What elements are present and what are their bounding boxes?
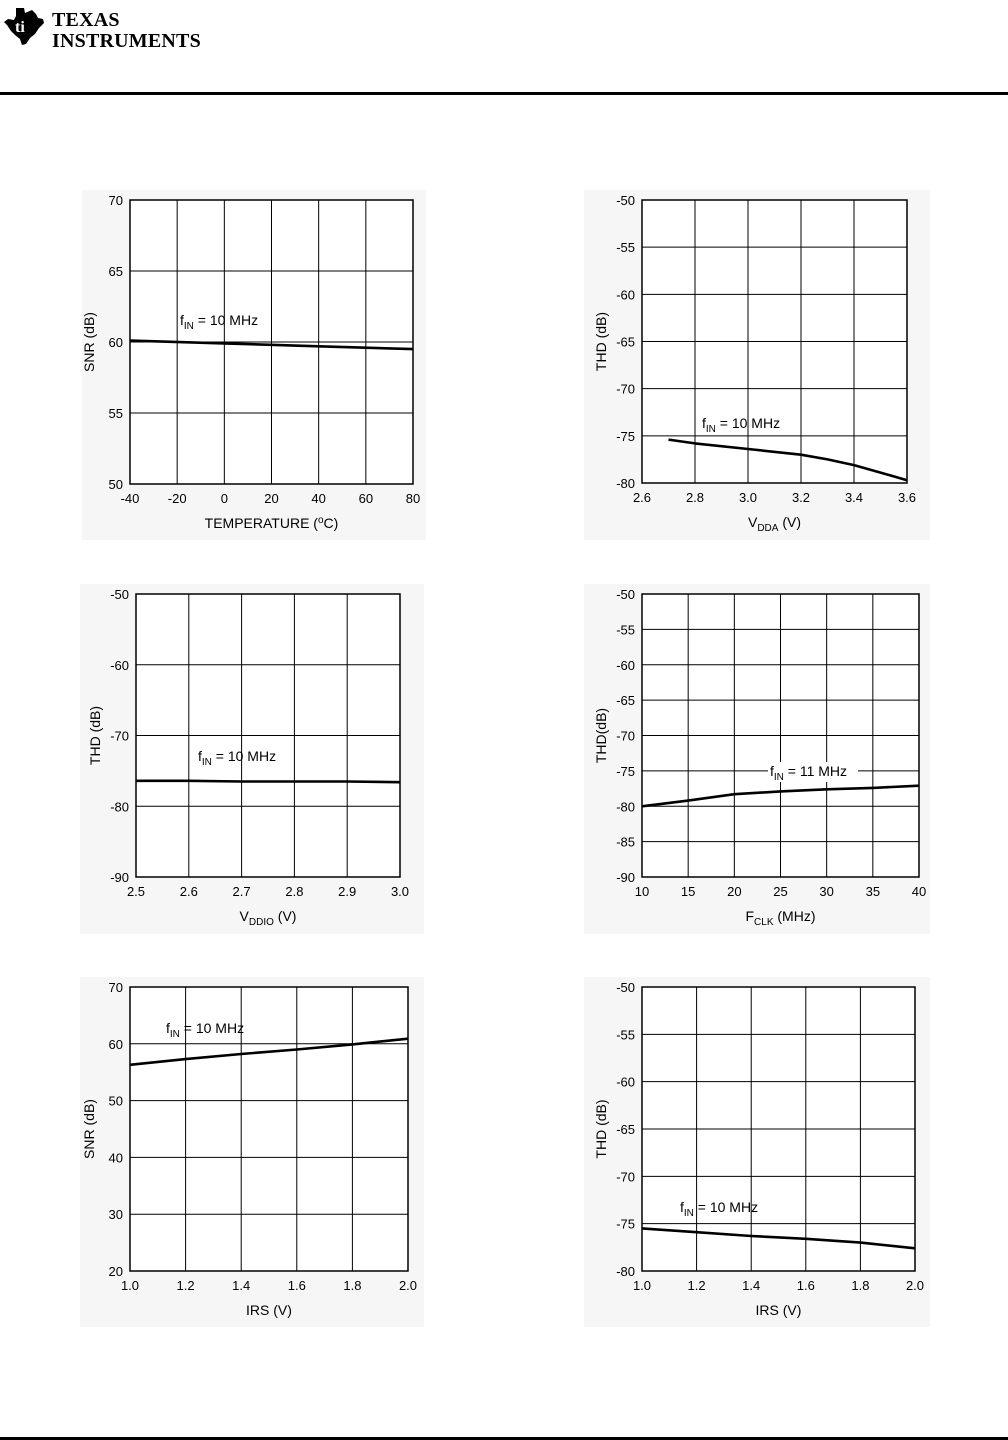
chart-snr-vs-temperature-ytick-label: 60 <box>108 335 123 350</box>
chart-thd-vs-vddio-xtick-label: 2.6 <box>179 884 198 899</box>
svg-text:ti: ti <box>15 19 25 36</box>
chart-snr-vs-irs-xtick-label: 1.6 <box>287 1278 306 1293</box>
chart-snr-vs-temperature-xtick-label: 20 <box>264 491 279 506</box>
chart-thd-vs-irs-annotation: $f_{IN} = 10$ MHz <box>680 1199 759 1219</box>
brand-line-2: INSTRUMENTS <box>52 30 201 52</box>
chart-thd-vs-fclk-xlabel: $F_{CLK}$ (MHz) <box>745 908 816 928</box>
chart-thd-vs-irs-ytick-label: -70 <box>616 1169 635 1185</box>
chart-thd-vs-vdda-xtick-label: 2.6 <box>632 490 652 505</box>
chart-thd-vs-irs-xtick-label: 1.4 <box>742 1278 761 1293</box>
chart-snr-vs-temperature-xtick-label: 60 <box>358 491 374 506</box>
chart-thd-vs-fclk-xtick-label: 30 <box>819 884 834 899</box>
chart-thd-vs-irs-ytick-label: -55 <box>616 1027 635 1043</box>
chart-thd-vs-vdda-ytick-label: -80 <box>616 476 635 491</box>
chart-thd-vs-vdda-ytick-label: -65 <box>616 334 635 350</box>
chart-thd-vs-vddio-ytick-label: -90 <box>110 870 129 885</box>
chart-thd-vs-vdda-xtick-label: 3.6 <box>897 490 917 505</box>
chart-thd-vs-irs-ytick-label: -65 <box>616 1122 635 1137</box>
chart-snr-vs-temperature-xtick-label: -40 <box>120 491 140 506</box>
chart-snr-vs-irs-ytick-label: 60 <box>108 1036 123 1052</box>
chart-thd-vs-fclk-annotation: $f_{IN} = 11$ MHz <box>770 763 848 783</box>
chart-snr-vs-irs-xtick-label: 1.4 <box>232 1278 251 1293</box>
chart-thd-vs-irs-ytick-label: -80 <box>616 1264 635 1279</box>
chart-thd-vs-fclk-ytick-label: -85 <box>616 834 635 850</box>
chart-snr-vs-irs-ytick-label: 20 <box>108 1264 123 1279</box>
chart-thd-vs-vddio-ytick-label: -50 <box>110 587 129 602</box>
chart-thd-vs-vdda-xtick-label: 3.0 <box>738 490 758 505</box>
chart-thd-vs-vdda-xtick-label: 3.4 <box>844 490 864 505</box>
chart-thd-vs-vddio-annotation: $f_{IN} = 10$ MHz <box>198 748 277 768</box>
chart-snr-vs-irs-xtick-label: 1.2 <box>176 1278 195 1293</box>
chart-thd-vs-fclk-ytick-label: -65 <box>616 693 635 709</box>
chart-thd-vs-vdda-ytick-label: -50 <box>616 193 635 208</box>
chart-thd-vs-vdda-ytick-label: -70 <box>616 381 635 397</box>
chart-thd-vs-vddio-xtick-label: 3.0 <box>390 884 410 899</box>
chart-thd-vs-irs-xtick-label: 1.2 <box>687 1278 706 1293</box>
chart-thd-vs-fclk-xtick-label: 20 <box>727 884 742 899</box>
chart-snr-vs-temperature-xtick-label: -20 <box>167 491 187 506</box>
chart-thd-vs-vdda-annotation: $f_{IN} = 10$ MHz <box>702 415 781 435</box>
chart-thd-vs-fclk-xtick-label: 40 <box>911 884 927 899</box>
chart-thd-vs-irs-xtick-label: 2.0 <box>905 1278 925 1293</box>
chart-thd-vs-irs-xlabel: IRS (V) <box>755 1302 802 1318</box>
chart-snr-vs-temperature-ylabel: SNR (dB) <box>81 312 97 372</box>
chart-snr-vs-irs-xlabel: IRS (V) <box>246 1302 292 1318</box>
chart-thd-vs-fclk-ytick-label: -75 <box>616 763 635 779</box>
chart-snr-vs-temperature-ytick-label: 65 <box>108 264 123 279</box>
chart-thd-vs-fclk-xtick-label: 10 <box>634 884 650 899</box>
chart-thd-vs-fclk-ytick-label: -80 <box>616 799 635 815</box>
chart-thd-vs-vdda-xlabel: $V_{DDA}$ (V) <box>747 514 802 534</box>
chart-snr-vs-temperature-annotation: $f_{IN} = 10$ MHz <box>180 312 259 332</box>
chart-snr-vs-irs-ylabel: SNR (dB) <box>81 1099 97 1159</box>
chart-snr-vs-temperature-xtick-label: 80 <box>405 491 421 506</box>
chart-snr-vs-irs-xtick-label: 1.0 <box>120 1278 140 1293</box>
chart-snr-vs-temperature-xtick-label: 40 <box>311 491 326 506</box>
chart-thd-vs-vddio-ytick-label: -70 <box>110 728 129 744</box>
chart-thd-vs-irs-xtick-label: 1.0 <box>632 1278 652 1293</box>
chart-thd-vs-irs-ytick-label: -75 <box>616 1216 635 1232</box>
brand-line-1: TEXAS <box>52 9 120 31</box>
chart-thd-vs-irs-xtick-label: 1.8 <box>851 1278 870 1293</box>
chart-snr-vs-irs-ytick-label: 70 <box>108 980 123 995</box>
chart-thd-vs-fclk-ytick-label: -70 <box>616 728 635 744</box>
chart-snr-vs-temperature-xlabel: TEMPERATURE ($^o$C) <box>204 515 339 531</box>
chart-snr-vs-irs-xtick-label: 1.8 <box>343 1278 362 1293</box>
chart-snr-vs-temperature-xtick-label: 0 <box>220 491 228 506</box>
chart-thd-vs-vdda-ylabel: THD (dB) <box>593 311 609 372</box>
chart-thd-vs-vdda-xtick-label: 3.2 <box>791 490 811 505</box>
chart-thd-vs-vddio-ytick-label: -80 <box>110 799 129 815</box>
chart-thd-vs-vdda-ytick-label: -60 <box>616 287 635 303</box>
chart-thd-vs-vddio-xlabel: $V_{DDIO}$ (V) <box>239 908 297 928</box>
chart-thd-vs-irs-xtick-label: 1.6 <box>796 1278 815 1293</box>
chart-snr-vs-temperature-ytick-label: 55 <box>108 406 123 421</box>
chart-snr-vs-irs-xtick-label: 2.0 <box>398 1278 418 1293</box>
chart-thd-vs-vdda-ytick-label: -55 <box>616 240 635 256</box>
chart-thd-vs-fclk-ytick-label: -60 <box>616 657 635 673</box>
chart-snr-vs-temperature-ytick-label: 70 <box>108 193 123 208</box>
chart-thd-vs-irs-ylabel: THD (dB) <box>593 1099 609 1159</box>
chart-thd-vs-vddio-xtick-label: 2.5 <box>126 884 146 899</box>
chart-thd-vs-fclk-ytick-label: -90 <box>616 870 635 885</box>
chart-snr-vs-irs-ytick-label: 40 <box>108 1150 123 1166</box>
chart-thd-vs-fclk-ylabel: THD(dB) <box>593 707 609 764</box>
chart-thd-vs-fclk-ytick-label: -50 <box>616 587 635 602</box>
chart-thd-vs-fclk-xtick-label: 15 <box>680 884 696 899</box>
chart-thd-vs-vddio-ylabel: THD (dB) <box>87 705 103 766</box>
chart-thd-vs-fclk-xtick-label: 35 <box>865 884 881 899</box>
chart-snr-vs-irs-annotation: $f_{IN} = 10$ MHz <box>166 1020 245 1040</box>
chart-thd-vs-vddio-xtick-label: 2.7 <box>232 884 251 899</box>
chart-snr-vs-temperature-ytick-label: 50 <box>108 477 123 492</box>
chart-thd-vs-vddio-xtick-label: 2.9 <box>338 884 357 899</box>
chart-thd-vs-vddio-xtick-label: 2.8 <box>285 884 304 899</box>
chart-thd-vs-fclk-ytick-label: -55 <box>616 622 635 638</box>
chart-snr-vs-irs-ytick-label: 50 <box>108 1093 123 1109</box>
chart-thd-vs-vdda-ytick-label: -75 <box>616 428 635 444</box>
chart-thd-vs-vdda-xtick-label: 2.8 <box>685 490 705 505</box>
chart-snr-vs-irs-ytick-label: 30 <box>108 1207 123 1223</box>
chart-thd-vs-irs-ytick-label: -50 <box>616 980 635 995</box>
chart-thd-vs-fclk-xtick-label: 25 <box>773 884 788 899</box>
chart-thd-vs-vddio-ytick-label: -60 <box>110 657 129 673</box>
chart-thd-vs-irs-ytick-label: -60 <box>616 1074 635 1090</box>
